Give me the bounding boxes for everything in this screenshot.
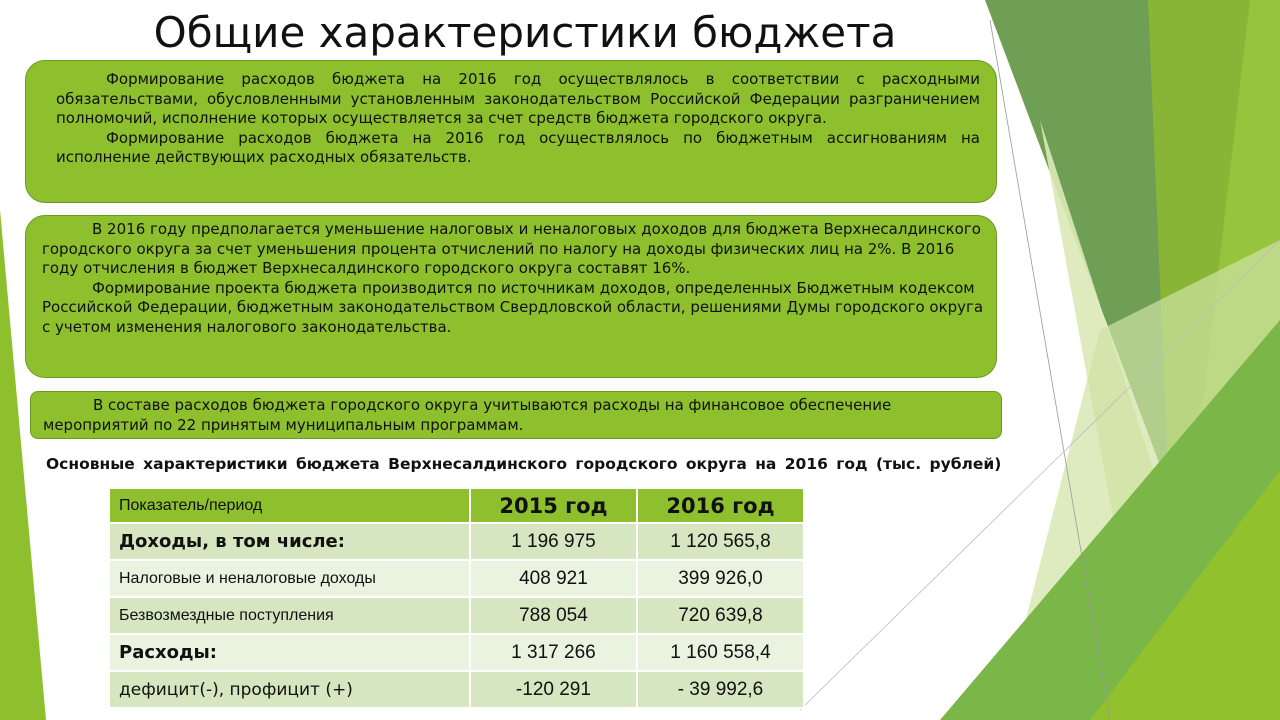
cell-2016: 1 160 558,4	[637, 634, 804, 671]
paragraph: Формирование проекта бюджета производится по источникам доходов, определенных Бюджетным кодексом Российской Федерации, бюджетным законодательством Свердловской области, решениями Думы городского округа с учетом изменения налогового законодательства.	[42, 278, 984, 336]
cell-2015: 788 054	[470, 597, 637, 634]
cell-2016: - 39 992,6	[637, 671, 804, 708]
table-row	[109, 634, 804, 671]
table-row	[109, 671, 804, 708]
info-box-programs	[30, 391, 1002, 439]
row-label: Налоговые и неналоговые доходы	[109, 560, 470, 597]
cell-2016: 399 926,0	[637, 560, 804, 597]
row-label: Безвозмездные поступления	[109, 597, 470, 634]
cell-2015: 408 921	[470, 560, 637, 597]
info-box-expenditures	[25, 60, 997, 203]
row-label: Доходы, в том числе:	[109, 523, 470, 560]
page-title: Общие характеристики бюджета	[153, 8, 897, 57]
row-label: дефицит(-), профицит (+)	[109, 671, 470, 708]
table-header-row	[109, 488, 804, 523]
row-label: Расходы:	[109, 634, 470, 671]
table-row	[109, 560, 804, 597]
table-row	[109, 597, 804, 634]
header-cell: 2015 год	[470, 488, 637, 523]
header-cell: 2016 год	[637, 488, 804, 523]
cell-2016: 1 120 565,8	[637, 523, 804, 560]
paragraph: В 2016 году предполагается уменьшение налоговых и неналоговых доходов для бюджета Верхнесалдинского городского округа за счет уменьшения процента отчислений по налогу на доходы физических лиц на 2%. В 2016 году отчисления в бюджет Верхнесалдинского городского округа составят 16%.	[42, 220, 981, 277]
info-box-revenues	[25, 215, 997, 378]
cell-2015: 1 317 266	[470, 634, 637, 671]
paragraph: Формирование расходов бюджета на 2016 год осуществлялось по бюджетным ассигнованиям на исполнение действующих расходных обязательств.	[56, 128, 980, 166]
table-row	[109, 523, 804, 560]
table-caption: Основные характеристики бюджета Верхнесалдинского городского округа на 2016 год (тыс. рублей)	[46, 455, 1002, 473]
paragraph: Формирование расходов бюджета на 2016 год осуществлялось в соответствии с расходными обязательствами, обусловленными установленным законодательством Российской Федерации разграничением полномочий, исполнение которых осуществляется за счет средств бюджета городского округа.	[56, 70, 980, 127]
cell-2015: -120 291	[470, 671, 637, 708]
budget-table	[108, 487, 805, 709]
paragraph: В составе расходов бюджета городского округа учитываются расходы на финансовое обеспечение мероприятий по 22 принятым муниципальным программам.	[43, 396, 892, 434]
cell-2016: 720 639,8	[637, 597, 804, 634]
cell-2015: 1 196 975	[470, 523, 637, 560]
header-cell: Показатель/период	[109, 488, 470, 523]
